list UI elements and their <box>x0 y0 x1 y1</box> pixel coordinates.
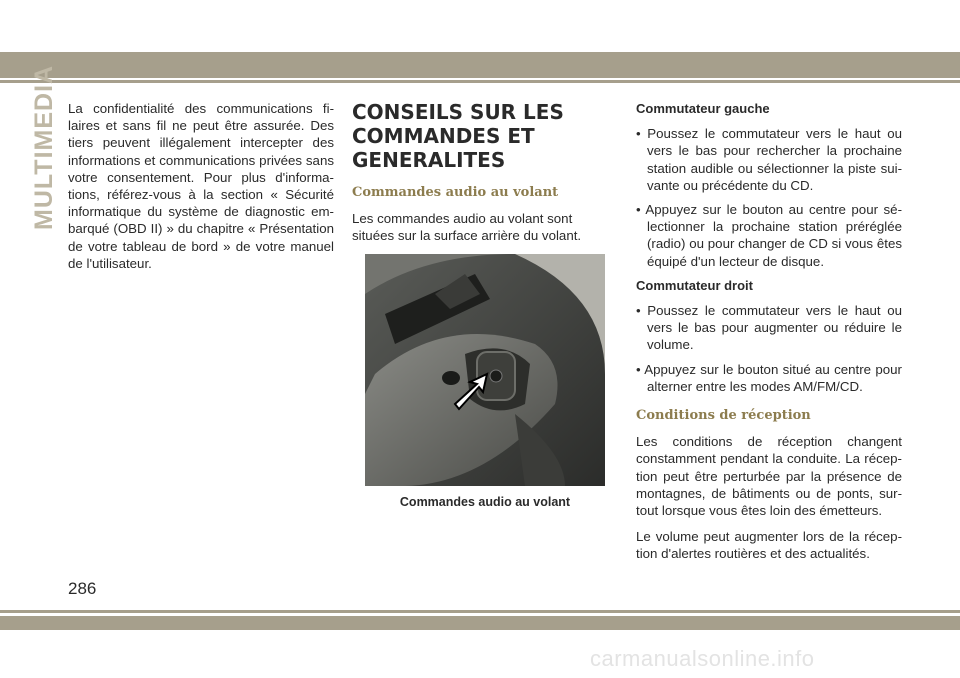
left-switch-bullet: • Poussez le commutateur vers le haut ou vers le bas pour rechercher la prochaine station audible ou sélectionner la piste sui-vante ou précédente du CD. <box>636 126 902 193</box>
figure-caption: Commandes audio au volant <box>399 494 571 509</box>
right-switch-title: Commutateur droit <box>636 277 753 293</box>
column-left <box>68 100 334 281</box>
steering-audio-paragraph: Les commandes audio au volant sont situées sur la surface arrière du volant. <box>352 211 582 244</box>
subheading-reception: Conditions de réception <box>636 408 811 424</box>
footer-rule <box>0 610 960 613</box>
right-switch-bullet: • Poussez le commutateur vers le haut ou vers le bas pour augmenter ou réduire le volume. <box>636 303 902 353</box>
section-side-label: MULTIMEDIA <box>30 64 58 230</box>
reception-paragraph: Les conditions de réception changent constamment pendant la conduite. La récep-tion peut être perturbée par la présence de montagnes, de bâtiments ou de ponts, sur-tout lorsque vous êtes loin des émetteurs. <box>636 434 902 519</box>
left-switch-bullet: • Appuyez sur le bouton au centre pour sé-lectionner la prochaine station préréglée (radio) ou pour changer de CD si vous êtes équipé d'un lecteur de disque. <box>636 202 902 269</box>
page-title: CONSEILS SUR LES COMMANDES ET GENERALITES <box>352 100 564 172</box>
left-switch-title: Commutateur gauche <box>636 101 770 116</box>
header-rule <box>0 80 960 83</box>
site-watermark: carmanualsonline.info <box>590 646 815 671</box>
footer-band <box>0 616 960 630</box>
column-middle <box>352 100 618 511</box>
subheading-steering-audio: Commandes audio au volant <box>352 185 559 200</box>
reception-paragraph: Le volume peut augmenter lors de la récep-tion d'alertes routières et des actualités. <box>636 529 902 562</box>
header-band <box>0 52 960 78</box>
right-switch-bullet: • Appuyez sur le bouton situé au centre pour alterner entre les modes AM/FM/CD. <box>636 361 902 394</box>
privacy-paragraph: La confidentialité des communications fi-laires et sans fil ne peut être assurée. Des tiers peuvent illégalement intercepter des informations et communications privées sans votre consentement. Pour plus d'informa-tions, référez-vous à la section « Sécurité informatique du système de diagnostic em-barqué (OBD II) » du chapitre « Présentation de votre tableau de bord » de votre manuel de l'utilisateur. <box>68 101 334 271</box>
page-number: 286 <box>68 579 97 598</box>
steering-wheel-photo <box>365 254 605 486</box>
column-right <box>636 100 902 572</box>
